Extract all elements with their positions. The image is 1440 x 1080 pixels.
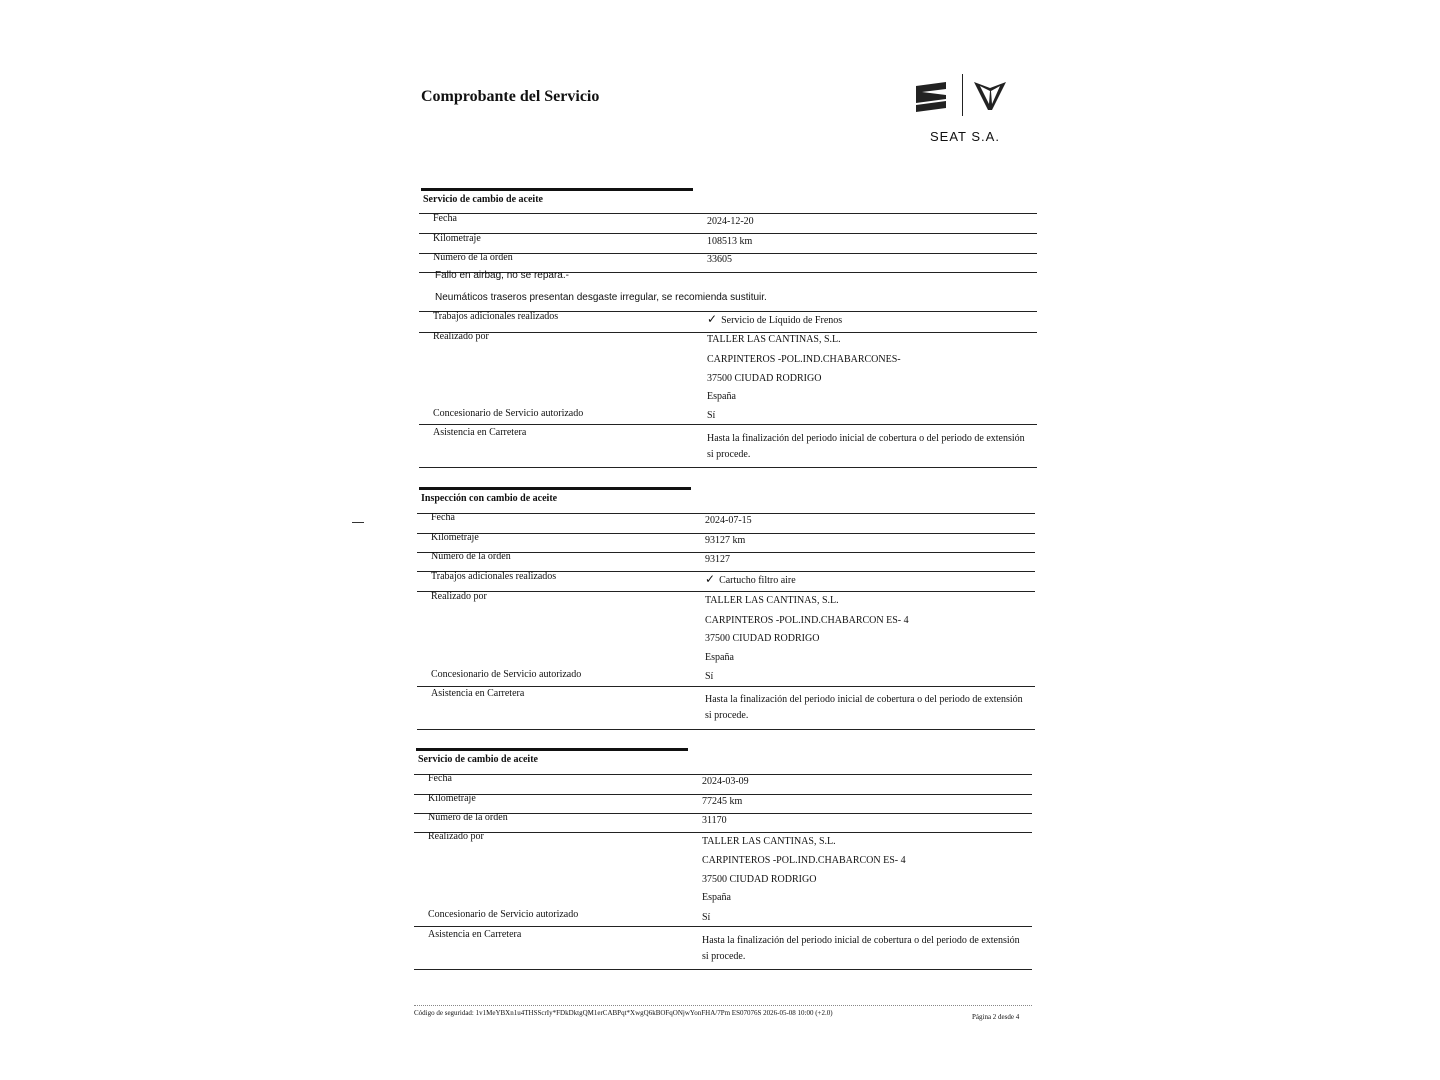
trabajos-label: Trabajos adicionales realizados: [433, 311, 559, 322]
km-label: Kilometraje: [431, 532, 479, 543]
row-divider: [417, 591, 1035, 592]
fecha-value: 2024-12-20: [707, 216, 754, 227]
km-label: Kilometraje: [433, 233, 481, 244]
fecha-label: Fecha: [431, 512, 455, 523]
brand-logos: [916, 74, 1012, 118]
checkmark-icon: ✓: [705, 572, 716, 586]
row-divider: [417, 729, 1035, 730]
realizado-line: 37500 CIUDAD RODRIGO: [702, 874, 817, 885]
section-bar: [416, 748, 688, 751]
concesionario-value: Sí: [702, 912, 711, 923]
realizado-line: TALLER LAS CANTINAS, S.L.: [707, 334, 841, 345]
service-note: Fallo en airbag, no se repara.-: [435, 270, 569, 281]
trabajos-value: [707, 312, 842, 327]
asistencia-line: si procede.: [702, 951, 746, 962]
concesionario-value: Sí: [707, 410, 716, 421]
row-divider: [417, 533, 1035, 534]
realizado-line: CARPINTEROS -POL.IND.CHABARCONES-: [707, 354, 901, 365]
asistencia-label: Asistencia en Carretera: [431, 688, 525, 699]
seat-logo-icon: [916, 82, 946, 112]
realizado-label: Realizado por: [428, 831, 484, 842]
concesionario-label: Concesionario de Servicio autorizado: [428, 909, 579, 920]
orden-value: 93127: [705, 554, 730, 565]
orden-label: Número de la orden: [431, 551, 511, 562]
row-divider: [419, 233, 1037, 234]
section-bar: [421, 188, 693, 191]
scan-mark: [352, 522, 364, 523]
section-bar: [419, 487, 691, 490]
fecha-label: Fecha: [428, 773, 452, 784]
concesionario-value: Sí: [705, 671, 714, 682]
asistencia-label: Asistencia en Carretera: [428, 929, 522, 940]
service-note: Neumáticos traseros presentan desgaste irregular, se recomienda sustituir.: [435, 292, 767, 303]
realizado-line: TALLER LAS CANTINAS, S.L.: [702, 836, 836, 847]
checkmark-icon: ✓: [707, 312, 718, 326]
concesionario-label: Concesionario de Servicio autorizado: [433, 408, 584, 419]
asistencia-label: Asistencia en Carretera: [433, 427, 527, 438]
footer-rule: [414, 1005, 1032, 1006]
fecha-label: Fecha: [433, 213, 457, 224]
km-value: 93127 km: [705, 535, 746, 546]
section-title: Servicio de cambio de aceite: [418, 754, 538, 765]
fecha-value: 2024-03-09: [702, 776, 749, 787]
row-divider: [419, 213, 1037, 214]
realizado-line: CARPINTEROS -POL.IND.CHABARCON ES- 4: [702, 855, 906, 866]
km-label: Kilometraje: [428, 793, 476, 804]
row-divider: [419, 332, 1037, 333]
realizado-label: Realizado por: [433, 331, 489, 342]
realizado-line: 37500 CIUDAD RODRIGO: [707, 373, 822, 384]
asistencia-line: Hasta la finalización del periodo inicial de cobertura o del periodo de extensión: [707, 433, 1025, 444]
realizado-line: España: [702, 892, 731, 903]
asistencia-line: Hasta la finalización del periodo inicial de cobertura o del periodo de extensión: [705, 694, 1023, 705]
km-value: 108513 km: [707, 236, 753, 247]
section-title: Inspección con cambio de aceite: [421, 493, 558, 504]
row-divider: [417, 513, 1035, 514]
row-divider: [414, 794, 1032, 795]
km-value: 77245 km: [702, 796, 743, 807]
realizado-label: Realizado por: [431, 591, 487, 602]
trabajos-value: [705, 572, 796, 587]
trabajos-text: Cartucho filtro aire: [719, 575, 796, 586]
security-code: Código de seguridad: 1v1MeYBXn1u4THSScrIy*FDkDktgQM1erCABPqt*XwgQ6kBOFqONjwYonFHA/7Pm ES07076S 2026-05-08 10:00 (+2.0): [414, 1009, 833, 1017]
row-divider: [414, 832, 1032, 833]
realizado-line: España: [707, 391, 736, 402]
page-number: Página 2 desde 4: [972, 1013, 1020, 1021]
row-divider: [414, 969, 1032, 970]
document-title: Comprobante del Servicio: [421, 88, 600, 105]
realizado-line: 37500 CIUDAD RODRIGO: [705, 633, 820, 644]
orden-label: Número de la orden: [428, 812, 508, 823]
cupra-logo-icon: [974, 82, 1006, 110]
row-divider: [414, 926, 1032, 927]
row-divider: [417, 686, 1035, 687]
asistencia-line: si procede.: [707, 449, 751, 460]
row-divider: [414, 774, 1032, 775]
concesionario-label: Concesionario de Servicio autorizado: [431, 669, 582, 680]
asistencia-line: si procede.: [705, 710, 749, 721]
trabajos-label: Trabajos adicionales realizados: [431, 571, 557, 582]
realizado-line: CARPINTEROS -POL.IND.CHABARCON ES- 4: [705, 615, 909, 626]
realizado-line: España: [705, 652, 734, 663]
orden-value: 33605: [707, 254, 732, 265]
trabajos-text: Servicio de Líquido de Frenos: [721, 315, 843, 326]
realizado-line: TALLER LAS CANTINAS, S.L.: [705, 595, 839, 606]
asistencia-line: Hasta la finalización del periodo inicial de cobertura o del periodo de extensión: [702, 935, 1020, 946]
company-name: SEAT S.A.: [930, 129, 1000, 144]
logo-divider: [962, 74, 963, 116]
row-divider: [419, 424, 1037, 425]
section-title: Servicio de cambio de aceite: [423, 194, 543, 205]
fecha-value: 2024-07-15: [705, 515, 752, 526]
orden-label: Número de la orden: [433, 252, 513, 263]
orden-value: 31170: [702, 815, 727, 826]
row-divider: [419, 467, 1037, 468]
